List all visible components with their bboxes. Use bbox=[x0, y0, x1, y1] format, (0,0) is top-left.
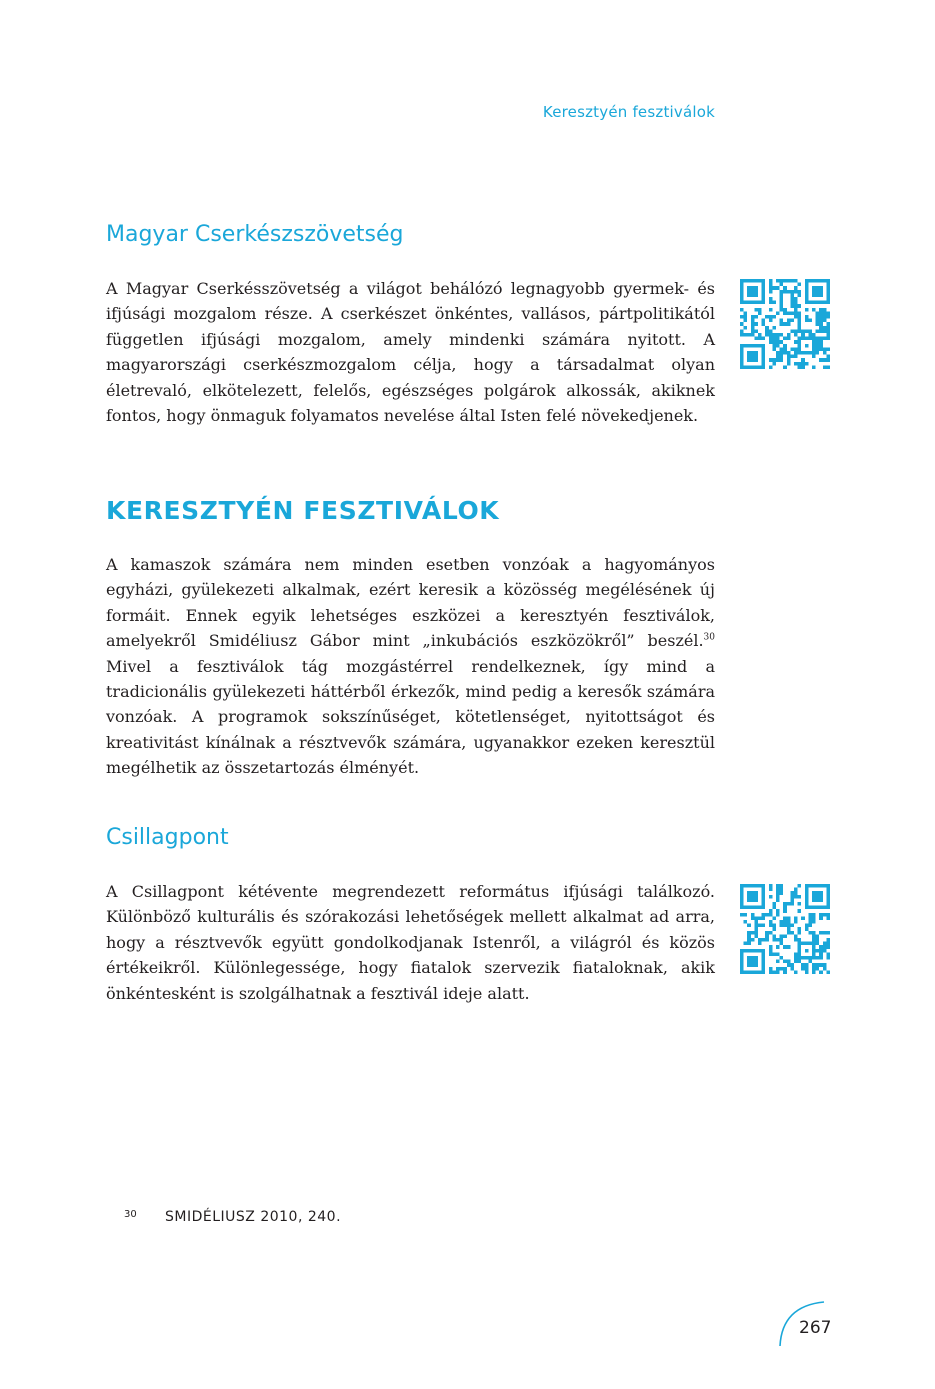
footnote-reference[interactable]: 30 bbox=[703, 632, 715, 643]
qr-code-icon-cserkesz bbox=[740, 279, 830, 369]
page-number: 267 bbox=[799, 1318, 832, 1338]
paragraph-fesztivalok-part2: Mivel a fesztiválok tág mozgástérrel rendelkeznek, így mind a tradicionális gyülekezeti háttérből érkezők, mind pedig a keresők számára vonzóak. A programok sokszínűséget, kötetlenséget, nyitottságot és kreativitást kínálnak a résztvevők számára, ugyanakkor ezeken keresztül megélhetik az összetartozás élményét. bbox=[106, 656, 715, 778]
paragraph-fesztivalok-part1: A kamaszok számára nem minden esetben vonzóak a hagyományos egyházi, gyülekezeti alkalmak, ezért keresik a közösség megélésének új formáit. Ennek egyik lehetséges eszközei a keresztyén fesztiválok, amelyekről Smidéliusz Gábor mint „inkubációs eszközökről” beszél. bbox=[106, 555, 715, 651]
paragraph-csillagpont: A Csillagpont kétévente megrendezett református ifjúsági találkozó. Különböző kulturális és szórakozási lehetőségek mellett alkalmat ad arra, hogy a résztvevők együtt gondolkodjanak Istenről, a világról és közös értékeikről. Különlegessége, hogy fiatalok szervezik fiataloknak, akik önkéntesként is szolgálhatnak a fesztivál ideje alatt. bbox=[106, 882, 715, 1003]
qr-code-icon[interactable] bbox=[740, 279, 830, 369]
section-title-fesztivalok: KERESZTYÉN FESZTIVÁLOK bbox=[106, 496, 500, 525]
running-header: Keresztyén fesztiválok bbox=[542, 103, 715, 121]
section-title-cserkesz: Magyar Cserkészszövetség bbox=[106, 222, 404, 247]
footnote-number: 30 bbox=[124, 1209, 137, 1220]
paragraph-fesztivalok bbox=[106, 552, 715, 781]
qr-code-icon[interactable] bbox=[740, 884, 830, 974]
qr-code-icon-csillagpont bbox=[740, 884, 830, 974]
footnote-text: SMIDÉLIUSZ 2010, 240. bbox=[165, 1209, 342, 1225]
paragraph-cserkesz: A Magyar Cserkésszövetség a világot behálózó legnagyobb gyermek- és ifjúsági mozgalom része. A cserkészet önkéntes, vallásos, pártpolitikától független ifjúsági mozgalom, amely mindenki számára nyitott. A magyarországi cserkészmozgalom célja, hogy a társadalmat olyan életrevaló, elkötelezett, felelős, egészséges polgárok alkossák, akiknek fontos, hogy önmaguk folyamatos nevelése által Isten felé növekedjenek. bbox=[106, 279, 715, 426]
section-title-csillagpont: Csillagpont bbox=[106, 825, 229, 850]
